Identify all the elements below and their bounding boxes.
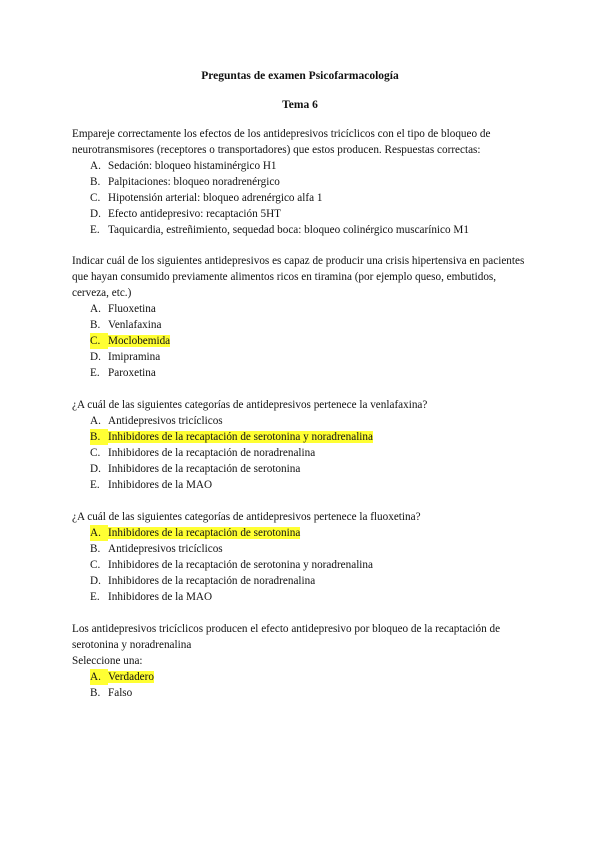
option-item <box>72 477 532 493</box>
option-letter: B. <box>90 543 101 555</box>
options-list <box>72 525 532 605</box>
option-text: Antidepresivos tricíclicos <box>108 415 223 427</box>
question-4 <box>72 509 532 605</box>
option-text: Inhibidores de la MAO <box>108 591 213 603</box>
option-letter: D. <box>90 463 101 475</box>
option-item-correct <box>72 669 532 685</box>
question-text: ¿A cuál de las siguientes categorías de antidepresivos pertenece la venlafaxina? <box>72 399 428 411</box>
select-one-label: Seleccione una: <box>72 655 143 667</box>
question-5 <box>72 621 532 701</box>
options-list <box>72 158 532 238</box>
option-text: Fluoxetina <box>108 303 156 315</box>
options-list <box>72 413 532 493</box>
option-text-highlighted: Verdadero <box>108 671 154 683</box>
option-item <box>72 190 532 206</box>
option-letter: D. <box>90 575 101 587</box>
question-text: Indicar cuál de los siguientes antidepresivos es capaz de producir una crisis hipertensiva en pacientes que hayan consumido previamente alimentos ricos en tiramina (por ejemplo queso, embutidos, cerveza, etc.) <box>72 255 525 299</box>
option-text: Inhibidores de la recaptación de noradrenalina <box>108 575 316 587</box>
option-item <box>72 541 532 557</box>
question-2 <box>72 253 532 381</box>
option-letter: A. <box>90 415 101 427</box>
option-text: Taquicardia, estreñimiento, sequedad boca: bloqueo colinérgico muscarínico M1 <box>108 224 469 236</box>
option-letter: A. <box>90 160 101 172</box>
options-list <box>72 669 532 701</box>
option-letter: E. <box>90 479 100 491</box>
option-text: Inhibidores de la recaptación de serotonina y noradrenalina <box>108 559 373 571</box>
option-letter: C. <box>90 447 101 459</box>
option-item <box>72 317 532 333</box>
option-text: Inhibidores de la recaptación de serotonina <box>108 463 301 475</box>
option-letter: B. <box>90 687 101 699</box>
option-item <box>72 461 532 477</box>
option-text: Palpitaciones: bloqueo noradrenérgico <box>108 176 280 188</box>
option-item <box>72 573 532 589</box>
option-letter: E. <box>90 591 100 603</box>
option-text: Sedación: bloqueo histaminérgico H1 <box>108 160 277 172</box>
option-letter: C. <box>90 559 101 571</box>
option-letter: A. <box>90 303 101 315</box>
option-item-correct <box>72 525 532 541</box>
option-letter: B. <box>90 176 101 188</box>
option-text-highlighted: Inhibidores de la recaptación de serotonina <box>108 527 301 539</box>
option-text: Imipramina <box>108 351 161 363</box>
option-letter: A. <box>90 669 108 685</box>
option-item <box>72 301 532 317</box>
option-letter: B. <box>90 429 108 445</box>
option-text: Antidepresivos tricíclicos <box>108 543 223 555</box>
option-letter: E. <box>90 224 100 236</box>
option-item <box>72 206 532 222</box>
option-item <box>72 557 532 573</box>
option-item <box>72 445 532 461</box>
option-letter: A. <box>90 525 108 541</box>
option-item <box>72 365 532 381</box>
option-text: Venlafaxina <box>108 319 162 331</box>
option-text-highlighted: Inhibidores de la recaptación de serotonina y noradrenalina <box>108 431 373 443</box>
option-text: Hipotensión arterial: bloqueo adrenérgico alfa 1 <box>108 192 323 204</box>
option-item <box>72 349 532 365</box>
option-letter: E. <box>90 367 100 379</box>
options-list <box>72 301 532 381</box>
question-text: ¿A cuál de las siguientes categorías de antidepresivos pertenece la fluoxetina? <box>72 511 421 523</box>
option-item-correct <box>72 429 532 445</box>
option-text-highlighted: Moclobemida <box>108 335 171 347</box>
option-item <box>72 174 532 190</box>
option-item <box>72 158 532 174</box>
question-text: Los antidepresivos tricíclicos producen el efecto antidepresivo por bloqueo de la recaptación de serotonina y noradrenalina <box>72 623 501 651</box>
option-letter: D. <box>90 208 101 220</box>
question-1 <box>72 126 532 238</box>
option-item <box>72 685 532 701</box>
option-letter: B. <box>90 319 101 331</box>
option-item <box>72 413 532 429</box>
option-text: Efecto antidepresivo: recaptación 5HT <box>108 208 282 220</box>
document-subtitle: Tema 6 <box>282 99 318 111</box>
option-text: Paroxetina <box>108 367 156 379</box>
option-text: Inhibidores de la MAO <box>108 479 213 491</box>
option-item <box>72 222 532 238</box>
option-letter: C. <box>90 192 101 204</box>
option-letter: D. <box>90 351 101 363</box>
option-item-correct <box>72 333 532 349</box>
question-3 <box>72 397 532 493</box>
document-title: Preguntas de examen Psicofarmacología <box>201 70 399 82</box>
question-text: Empareje correctamente los efectos de los antidepresivos tricíclicos con el tipo de bloqueo de neurotransmisores (receptores o transportadores) que estos producen. Respuestas correctas: <box>72 128 491 156</box>
option-text: Inhibidores de la recaptación de noradrenalina <box>108 447 316 459</box>
option-text: Falso <box>108 687 133 699</box>
option-letter: C. <box>90 333 108 349</box>
option-item <box>72 589 532 605</box>
